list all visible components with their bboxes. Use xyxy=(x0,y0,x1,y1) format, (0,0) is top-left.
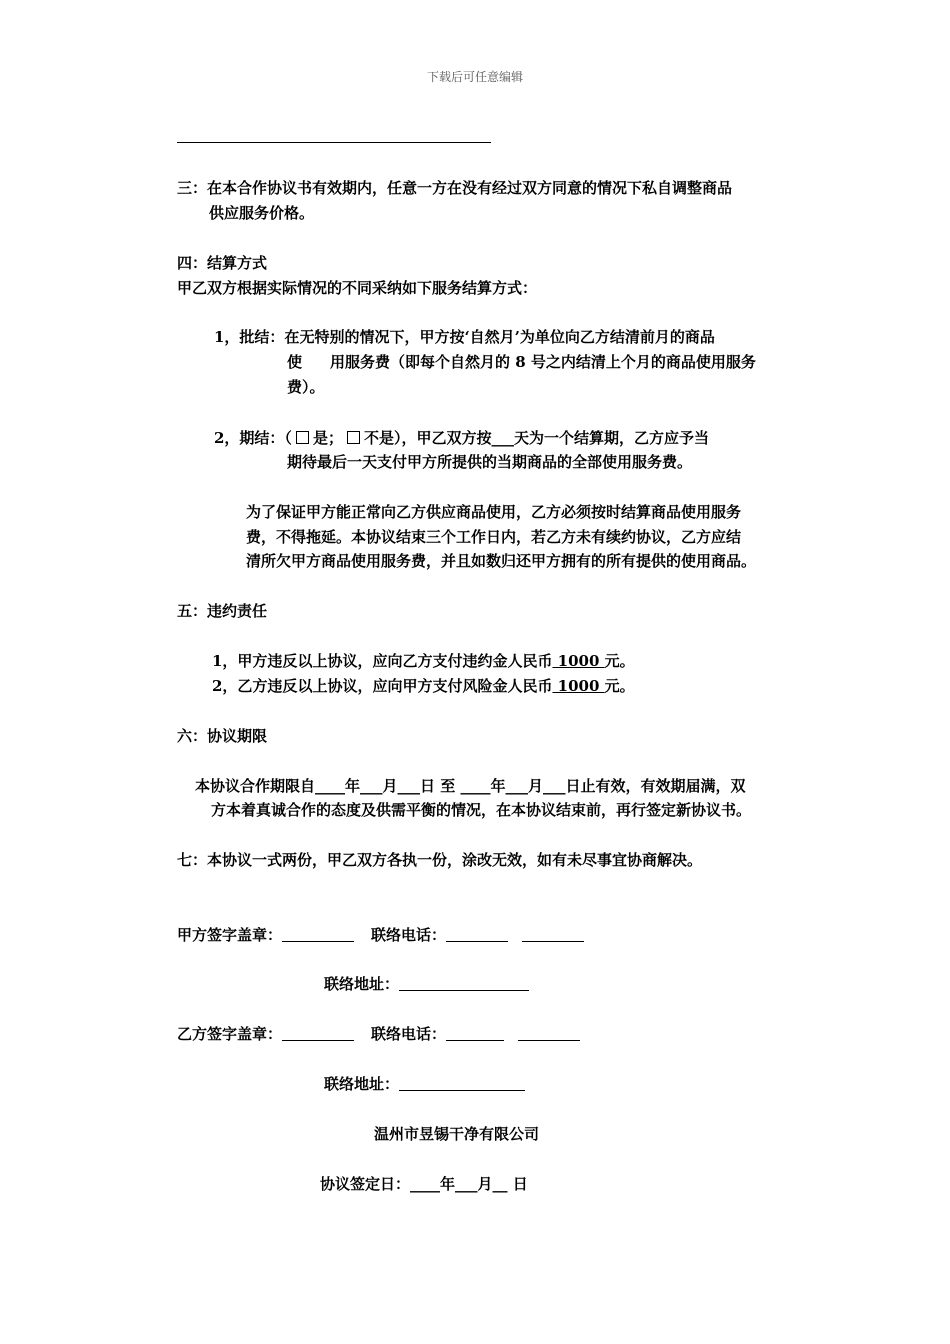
section5-item2 xyxy=(212,676,635,696)
item1-line2 xyxy=(287,352,756,372)
section4-intro: 甲乙双方根据实际情况的不同采纳如下服务结算方式： xyxy=(177,279,538,297)
item2-line1 xyxy=(214,428,709,448)
section6-title: 六：协议期限 xyxy=(177,727,268,745)
party-a-phone-field-1[interactable] xyxy=(446,927,508,942)
party-a-signature-row xyxy=(177,925,584,945)
item1-line2a: 使 xyxy=(287,353,303,371)
section4-para-line3: 清所欠甲方商品使用服务费，并且如数归还甲方拥有的所有提供的使用商品。 xyxy=(246,552,757,570)
section3-line1: 三：在本合作协议书有效期内，任意一方在没有经过双方同意的情况下私自调整商品 xyxy=(177,179,733,197)
party-a-address-row xyxy=(324,974,529,994)
section4-para-line1: 为了保证甲方能正常向乙方供应商品使用，乙方必须按时结算商品使用服务 xyxy=(246,503,742,521)
section3-line2: 供应服务价格。 xyxy=(209,204,315,222)
item1-line3: 费）。 xyxy=(287,378,325,396)
item1-unit: 元。 xyxy=(604,652,635,670)
item1-line2b: 用服务费（即每个自然月的 8 号之内结清上个月的商品使用服务 xyxy=(330,353,756,371)
party-b-phone-field-2[interactable] xyxy=(518,1026,580,1041)
party-b-signature-row xyxy=(177,1024,580,1044)
section5-title: 五：违约责任 xyxy=(177,602,268,620)
section4-para-line2: 费，不得拖延。本协议结束三个工作日内，若乙方未有续约协议，乙方应结 xyxy=(246,528,742,546)
sign-date-label: 协议签定日： xyxy=(320,1175,411,1193)
party-b-address-row xyxy=(324,1074,525,1094)
item2-yes: 是； xyxy=(312,429,343,447)
item1-line1: 1，批结：在无特别的情况下，甲方按‘自然月’为单位向乙方结清前月的商品 xyxy=(214,328,715,346)
party-b-address-label: 联络地址： xyxy=(324,1075,400,1093)
sign-date-value: ____年___月__ 日 xyxy=(410,1175,528,1193)
section5-item1 xyxy=(212,651,635,671)
item2-no: 不是），甲乙双方按 xyxy=(363,429,492,447)
item2-blank: ___ xyxy=(491,429,514,447)
item2-rest: 天为一个结算期，乙方应予当 xyxy=(513,429,709,447)
item1-text: 1，甲方违反以上协议，应向乙方支付违约金人民币 xyxy=(212,652,553,670)
party-a-phone-label: 联络电话： xyxy=(371,926,447,944)
party-a-address-field[interactable] xyxy=(399,976,529,991)
checkbox-no[interactable] xyxy=(347,431,360,444)
party-b-phone-field-1[interactable] xyxy=(446,1026,504,1041)
party-a-signature-field[interactable] xyxy=(282,927,354,942)
item2-lead: 2，期结：（ xyxy=(214,429,292,447)
penalty-amount-a: 1000 xyxy=(552,652,605,670)
party-b-address-field[interactable] xyxy=(399,1076,525,1091)
item2-text: 2，乙方违反以上协议，应向甲方支付风险金人民币 xyxy=(212,677,553,695)
page-header: 下载后可任意编辑 xyxy=(426,70,523,84)
party-a-phone-field-2[interactable] xyxy=(522,927,584,942)
item2-line2: 期待最后一天支付甲方所提供的当期商品的全部使用服务费。 xyxy=(287,453,693,471)
section6-line1: 本协议合作期限自____年___月___日 至 ____年___月___日止有效，有效期届满，双 xyxy=(195,777,746,795)
company-name: 温州市昱锡干净有限公司 xyxy=(374,1125,540,1143)
party-b-signature-field[interactable] xyxy=(282,1026,354,1041)
item2-unit: 元。 xyxy=(604,677,635,695)
party-a-signature-label: 甲方签字盖章： xyxy=(177,926,283,944)
section6-line2: 方本着真诚合作的态度及供需平衡的情况，在本协议结束前，再行签定新协议书。 xyxy=(211,801,752,819)
penalty-amount-b: 1000 xyxy=(552,677,605,695)
sign-date-row xyxy=(320,1174,528,1194)
party-b-signature-label: 乙方签字盖章： xyxy=(177,1025,283,1043)
party-a-address-label: 联络地址： xyxy=(324,975,400,993)
section4-title: 四：结算方式 xyxy=(177,254,268,272)
section7: 七：本协议一式两份，甲乙双方各执一份，涂改无效，如有未尽事宜协商解决。 xyxy=(177,851,703,869)
top-rule xyxy=(177,142,491,143)
party-b-phone-label: 联络电话： xyxy=(371,1025,447,1043)
checkbox-yes[interactable] xyxy=(296,431,309,444)
